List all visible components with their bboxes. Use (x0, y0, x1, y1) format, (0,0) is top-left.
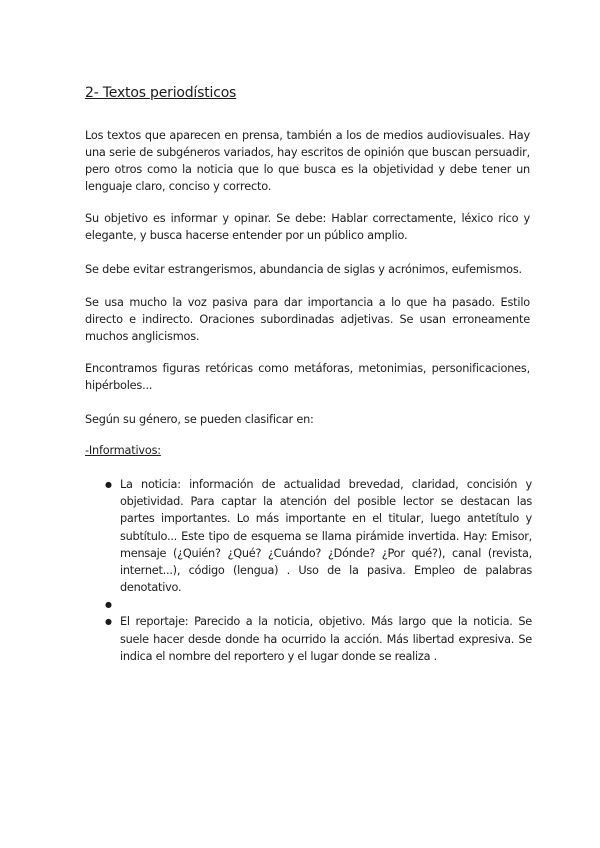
paragraph-intro: Los textos que aparecen en prensa, también a los de medios audiovisuales. Hay una serie de subgéneros variados, hay escritos de opinión que buscan persuadir, pero otros como la noticia que lo que busca es la objetividad y debe tener un lenguaje claro, conciso y correcto. (85, 129, 530, 193)
paragraph-objective: Su objetivo es informar y opinar. Se debe: Hablar correctamente, léxico rico y elegante, y busca hacerse entender por un público amplio. (85, 212, 530, 242)
bullet-item-reportaje: ● El reportaje: Parecido a la noticia, objetivo. Más largo que la noticia. Se suele hacer desde donde ha ocurrido la acción. Más libertad expresiva. Se indica el nombre del reportero y el lugar donde se realiza . (105, 613, 532, 665)
bullet-list (105, 476, 532, 665)
bullet-item-empty (105, 596, 532, 613)
section-subheading: -Informativos: (85, 444, 161, 457)
bullet-item-noticia: ● La noticia: información de actualidad brevedad, claridad, concisión y objetividad. Para captar la atención del posible lector se destacan las partes importantes. Lo más importante en el titular, luego antetítulo y subtítulo... Este tipo de esquema se llama pirámide invertida. Hay: Emisor, mensaje (¿Quién? ¿Qué? ¿Cuándo? ¿Dónde? ¿Por qué?), canal (revista, internet...), código (lengua) . Uso de la pasiva. Empleo de palabras denotativo. (105, 476, 532, 596)
page-title: 2- Textos periodísticos (85, 85, 237, 101)
paragraph-passive-voice: Se usa mucho la voz pasiva para dar importancia a lo que ha pasado. Estilo directo e indirecto. Oraciones subordinadas adjetivas. Se usan erroneamente muchos anglicismos. (85, 296, 530, 343)
paragraph-avoid: Se debe evitar estrangerismos, abundancia de siglas y acrónimos, eufemismos. (85, 263, 522, 276)
paragraph-classification: Según su género, se pueden clasificar en: (85, 413, 314, 426)
paragraph-rhetorical-figures: Encontramos figuras retóricas como metáforas, metonimias, personificaciones, hipérboles... (85, 362, 530, 392)
